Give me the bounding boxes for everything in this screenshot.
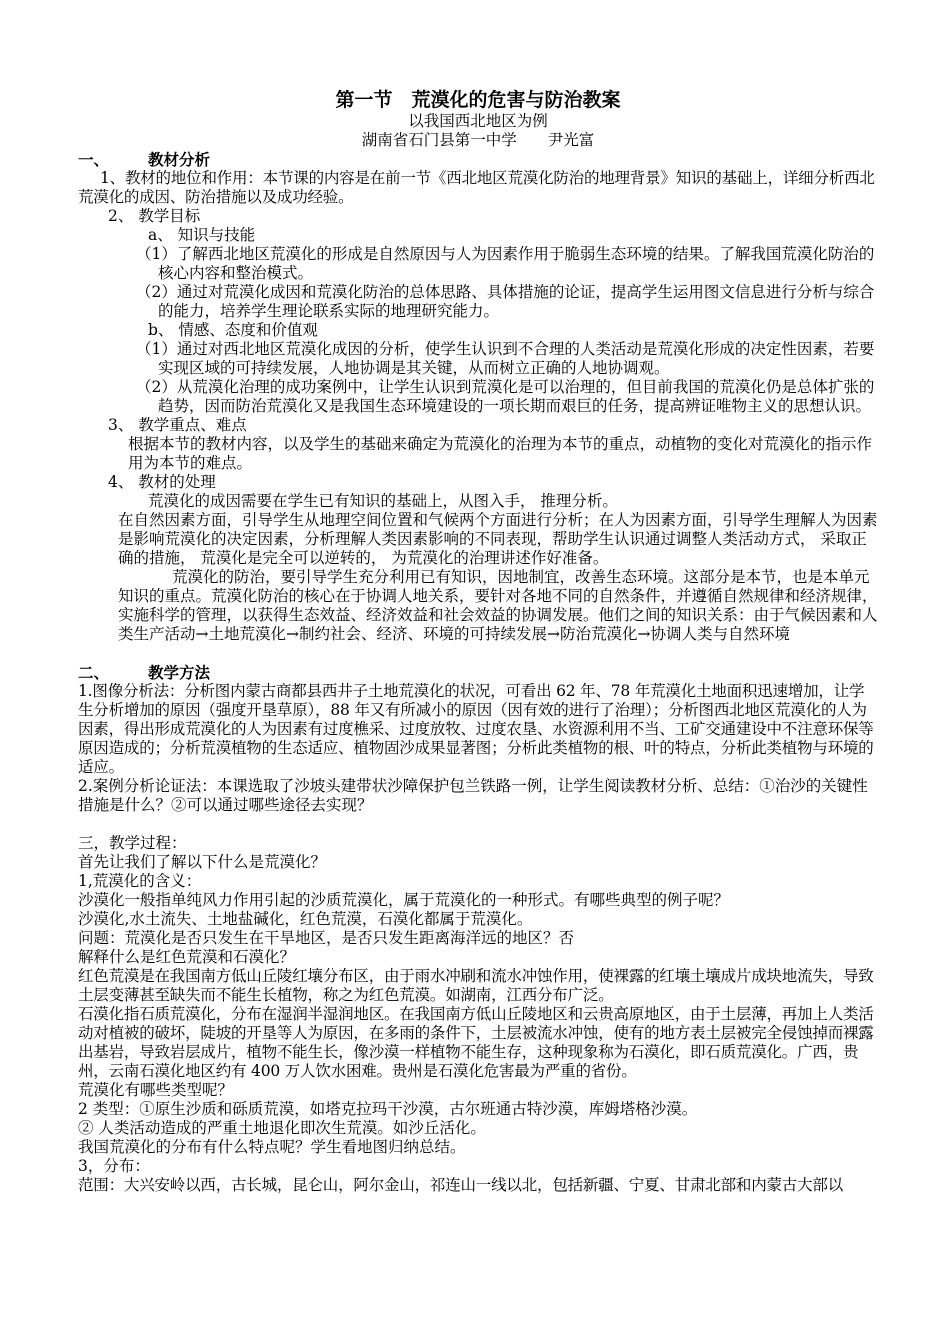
document-author: 湖南省石门县第一中学 尹光富 bbox=[361, 131, 595, 149]
section-3-heading: 三，教学过程： bbox=[78, 834, 187, 852]
process-line: 3，分布： bbox=[78, 1157, 150, 1175]
goal-b1: （1）通过对西北地区荒漠化成因的分析，使学生认识到不合理的人类活动是荒漠化形成的决定性因素，若要实现区域的可持续发展，人地协调是其关键，从而树立正确的人地协调观。 bbox=[136, 340, 875, 377]
document-subtitle: 以我国西北地区为例 bbox=[408, 112, 548, 130]
process-line: 2 类型：①原生沙质和砾质荒漠，如塔克拉玛干沙漠，古尔班通古特沙漠，库姆塔格沙漠。 bbox=[78, 1100, 698, 1118]
subheading-attitude: b、 情感、态度和价值观 bbox=[148, 321, 318, 339]
process-line: 沙漠化一般指单纯风力作用引起的沙质荒漠化，属于荒漠化的一种形式。有哪些典型的例子呢？ bbox=[78, 891, 730, 909]
goal-a1: （1）了解西北地区荒漠化的形成是自然原因与人为因素作用于脆弱生态环境的结果。了解我国荒漠化防治的核心内容和整治模式。 bbox=[136, 245, 875, 282]
process-line: ② 人类活动造成的严重土地退化即次生荒漠。如沙丘活化。 bbox=[78, 1119, 486, 1137]
method-case-analysis: 2.案例分析论证法：本课选取了沙坡头建带状沙障保护包兰铁路一例，让学生阅读教材分析、总结：①治沙的关键性措施是什么？②可以通过哪些途径去实现？ bbox=[78, 777, 868, 814]
subheading-knowledge: a、 知识与技能 bbox=[148, 226, 256, 244]
document-page bbox=[78, 88, 878, 1195]
paragraph-key-points: 根据本节的教材内容，以及学生的基础来确定为荒漠化的治理为本节的重点，动植物的变化对荒漠化的指示作用为本节的难点。 bbox=[128, 435, 873, 472]
goal-b2: （2）从荒漠化治理的成功案例中，让学生认识到荒漠化是可以治理的，但目前我国的荒漠化仍是总体扩张的趋势，因而防治荒漠化又是我国生态环境建设的一项长期而艰巨的任务，提高辨证唯物主义的思想认识。 bbox=[136, 378, 875, 415]
heading-key-points: 3、 教学重点、难点 bbox=[108, 416, 247, 434]
process-line: 解释什么是红色荒漠和石漠化？ bbox=[78, 948, 296, 966]
document-title: 第一节 荒漠化的危害与防治教案 bbox=[335, 89, 621, 111]
process-line: 红色荒漠是在我国南方低山丘陵红壤分布区，由于雨水冲刷和流水冲蚀作用，使裸露的红壤土壤成片成块地流失，导致土层变薄甚至缺失而不能生长植物，称之为红色荒漠。如湖南，江西分布广泛。 bbox=[78, 967, 874, 1004]
paragraph-position: 1、教材的地位和作用：本节课的内容是在前一节《西北地区荒漠化防治的地理背景》知识的基础上，详细分析西北荒漠化的成因、防治措施以及成功经验。 bbox=[78, 169, 875, 206]
method-image-analysis: 1.图像分析法：分析图内蒙古商都县西井子土地荒漠化的状况，可看出 62 年、78 年荒漠化土地面积迅速增加，让学生分析增加的原因（强度开垦草原），88 年又有所减小的原因（因有效的进行了治理）；分析图西北地区荒漠化的人为因素，得出形成荒漠化的人为因素有过度樵采、过度放牧、过度农垦、水资源利用不当、工矿交通建设中不注意环保等原因造成的；分析荒漠植物的生态适应、植物固沙成果显著图；分析此类植物的根、叶的特点，分析此类植物与环境的适应。 bbox=[78, 682, 874, 776]
section-1-heading bbox=[78, 150, 878, 169]
process-line: 1,荒漠化的含义： bbox=[78, 872, 202, 890]
section-2-heading bbox=[78, 663, 878, 682]
section-1-title: 教材分析 bbox=[148, 150, 211, 169]
paragraph-factors: 在自然因素方面，引导学生从地理空间位置和气候两个方面进行分析；在人为因素方面，引导学生理解人为因素是影响荒漠化的决定因素，分析理解人类因素影响的不同表现，帮助学生认识通过调整人类活动方式， 采取正确的措施， 荒漠化是完全可以逆转的， 为荒漠化的治理讲述作好准备。 bbox=[118, 511, 878, 567]
process-line: 问题：荒漠化是否只发生在干旱地区，是否只发生距离海洋远的地区？否 bbox=[78, 929, 575, 947]
section-2-title: 教学方法 bbox=[148, 663, 211, 682]
process-line: 沙漠化,水土流失、土地盐碱化，红色荒漠，石漠化都属于荒漠化。 bbox=[78, 910, 533, 928]
goal-a2: （2）通过对荒漠化成因和荒漠化防治的总体思路、具体措施的论证，提高学生运用图文信息进行分析与综合的能力，培养学生理论联系实际的地理研究能力。 bbox=[136, 283, 875, 320]
process-line: 首先让我们了解以下什么是荒漠化？ bbox=[78, 853, 327, 871]
process-line: 我国荒漠化的分布有什么特点呢？学生看地图归纳总结。 bbox=[78, 1138, 466, 1156]
paragraph-causes: 荒漠化的成因需要在学生已有知识的基础上，从图入手， 推理分析。 bbox=[148, 492, 618, 510]
process-line: 范围：大兴安岭以西，古长城，昆仑山，阿尔金山，祁连山一线以北，包括新疆、宁夏、甘肃北部和内蒙古大部以 bbox=[78, 1176, 844, 1194]
process-line: 石漠化指石质荒漠化，分布在湿润半湿润地区。在我国南方低山丘陵地区和云贵高原地区，由于土层薄，再加上人类活动对植被的破坏，陡坡的开垦等人为原因，在多雨的条件下，土层被流水冲蚀，使有的地方表土层被完全侵蚀掉而裸露出基岩，导致岩层成片，植物不能生长，像沙漠一样植物不能生存，这种现象称为石漠化，即石质荒漠化。广西，贵州，云南石漠化地区约有 400 万人饮水困难。贵州是石漠化危害最为严重的省份。 bbox=[78, 1005, 874, 1080]
process-line: 荒漠化有哪些类型呢？ bbox=[78, 1081, 234, 1099]
heading-teaching-goals: 2、 教学目标 bbox=[108, 207, 201, 225]
paragraph-prevention: 荒漠化的防治，要引导学生充分利用已有知识，因地制宜，改善生态环境。这部分是本节，也是本单元知识的重点。荒漠化防治的核心在于协调人地关系，要针对各地不同的自然条件，并遵循自然规律和经济规律，实施科学的管理，以获得生态效益、经济效益和社会效益的协调发展。他们之间的知识关系：由于气候因素和人类生产活动→土地荒漠化→制约社会、经济、环境的可持续发展→防治荒漠化→协调人类与自然环境 bbox=[118, 568, 878, 643]
section-1-number: 一、 bbox=[78, 150, 110, 169]
heading-material-handling: 4、 教材的处理 bbox=[108, 473, 216, 491]
section-2-number: 二、 bbox=[78, 663, 110, 682]
